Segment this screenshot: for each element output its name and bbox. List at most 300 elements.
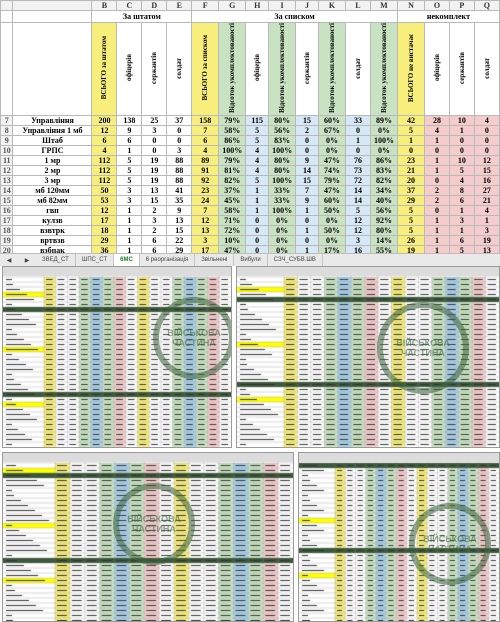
data-cell[interactable]: 37 [397, 185, 424, 195]
data-cell[interactable]: 0 [474, 145, 499, 155]
data-cell[interactable]: 0 [167, 135, 192, 145]
data-cell[interactable]: 13 [474, 245, 499, 253]
data-cell[interactable]: 0 [296, 135, 319, 145]
data-cell[interactable]: 19 [142, 175, 167, 185]
data-cell[interactable]: 158 [192, 115, 219, 125]
unit-name-cell[interactable]: 1 мр [13, 155, 92, 165]
data-cell[interactable]: 1 [397, 135, 424, 145]
data-cell[interactable]: 6 [92, 135, 117, 145]
data-cell[interactable]: 112 [92, 175, 117, 185]
data-cell[interactable]: 0 [142, 145, 167, 155]
data-cell[interactable]: 12 [474, 155, 499, 165]
data-cell[interactable]: 5 [397, 125, 424, 135]
data-cell[interactable]: 10 [449, 155, 474, 165]
data-cell[interactable]: 1 [424, 165, 449, 175]
group-header-row [1, 11, 500, 23]
data-cell[interactable]: 100% [370, 135, 397, 145]
data-cell[interactable]: 23 [397, 155, 424, 165]
data-cell[interactable]: 6 [192, 135, 219, 145]
data-cell[interactable]: 1 [424, 155, 449, 165]
data-cell[interactable]: 1 [246, 185, 269, 195]
column-letter[interactable]: Q [474, 1, 499, 11]
data-cell[interactable]: 50% [318, 225, 345, 235]
data-cell[interactable]: 9 [296, 195, 319, 205]
data-cell[interactable]: 58% [219, 205, 246, 215]
data-cell[interactable]: 34% [370, 185, 397, 195]
unit-name-cell[interactable]: кулзв [13, 215, 92, 225]
data-cell[interactable]: 79% [219, 115, 246, 125]
column-letter[interactable]: I [269, 1, 296, 11]
data-cell[interactable]: 6 [142, 235, 167, 245]
row-number[interactable]: 18 [1, 225, 13, 235]
data-cell[interactable]: 37% [219, 185, 246, 195]
data-cell[interactable]: 4 [246, 165, 269, 175]
data-cell[interactable]: 74% [318, 165, 345, 175]
data-cell[interactable]: 29 [167, 245, 192, 253]
data-cell[interactable]: 4 [424, 125, 449, 135]
tab-dismissed[interactable]: Звільнені [195, 254, 234, 266]
data-cell[interactable]: 4 [246, 155, 269, 165]
tab-szch[interactable]: СЗЧ_СУБВ.ШВ [268, 254, 323, 266]
data-cell[interactable]: 1 [296, 205, 319, 215]
row-number[interactable]: 16 [1, 205, 13, 215]
row-number[interactable]: 14 [1, 185, 13, 195]
data-cell[interactable]: 73 [346, 165, 371, 175]
data-cell[interactable]: 80% [269, 165, 296, 175]
data-cell[interactable]: 4 [192, 145, 219, 155]
tab-scroll-right-icon[interactable]: ▶ [24, 257, 30, 264]
data-cell[interactable]: 5 [397, 205, 424, 215]
data-cell[interactable]: 33% [269, 185, 296, 195]
tab-departed[interactable]: Вибули [234, 254, 267, 266]
data-cell[interactable]: 15 [142, 195, 167, 205]
data-cell[interactable]: 0 [449, 135, 474, 145]
data-cell[interactable]: 1 [424, 215, 449, 225]
data-cell[interactable]: 86% [370, 155, 397, 165]
unit-name-cell[interactable]: взбпак [13, 245, 92, 253]
data-cell[interactable]: 50 [92, 185, 117, 195]
column-letter[interactable]: O [424, 1, 449, 11]
row-number[interactable]: 9 [1, 135, 13, 145]
data-cell[interactable]: 0 [424, 205, 449, 215]
data-cell[interactable]: 13 [142, 185, 167, 195]
row-number[interactable]: 20 [1, 245, 13, 253]
row-number[interactable]: 10 [1, 145, 13, 155]
column-letter[interactable]: L [346, 1, 371, 11]
data-cell[interactable]: 1 [117, 245, 142, 253]
data-cell[interactable]: 112 [92, 165, 117, 175]
data-cell[interactable]: 88 [167, 175, 192, 185]
data-cell[interactable]: 9 [167, 205, 192, 215]
data-cell[interactable]: 14 [346, 185, 371, 195]
data-cell[interactable]: 7 [192, 205, 219, 215]
data-cell[interactable]: 14% [370, 235, 397, 245]
data-cell[interactable]: 0% [269, 215, 296, 225]
vertical-header [474, 23, 499, 116]
data-cell[interactable]: 1 [424, 235, 449, 245]
tab-scroll-left-icon[interactable]: ◀ [6, 257, 12, 264]
data-cell[interactable]: 0% [318, 215, 345, 225]
data-cell[interactable]: 115 [246, 115, 269, 125]
data-cell[interactable]: 67% [318, 125, 345, 135]
data-cell[interactable]: 0 [424, 145, 449, 155]
data-cell[interactable]: 0 [296, 215, 319, 225]
vertical-header-label: сержантів [303, 51, 312, 84]
data-cell[interactable]: 7 [192, 125, 219, 135]
data-cell[interactable]: 60% [318, 195, 345, 205]
data-cell[interactable]: 23 [192, 185, 219, 195]
data-cell[interactable]: 4 [474, 115, 499, 125]
vertical-header-label: солдат [175, 57, 184, 79]
data-cell[interactable]: 88 [167, 165, 192, 175]
data-cell[interactable]: 83% [370, 165, 397, 175]
vertical-header-label: офіцерів [432, 54, 441, 82]
data-cell[interactable]: 0 [246, 215, 269, 225]
data-cell[interactable]: 10% [219, 235, 246, 245]
data-cell[interactable]: 0% [318, 235, 345, 245]
data-cell[interactable]: 19 [397, 245, 424, 253]
data-cell[interactable]: 21 [474, 195, 499, 205]
unit-name-cell[interactable]: Управління [13, 115, 92, 125]
row-number[interactable]: 19 [1, 235, 13, 245]
column-letter[interactable]: E [167, 1, 192, 11]
data-cell[interactable]: 112 [92, 155, 117, 165]
data-cell[interactable]: 0 [346, 125, 371, 135]
tab-zved-st[interactable]: ЗВЕД_СТ [36, 254, 76, 266]
data-cell[interactable]: 12 [346, 225, 371, 235]
data-cell[interactable]: 29 [92, 235, 117, 245]
data-cell[interactable]: 0 [449, 145, 474, 155]
data-cell[interactable]: 1 [117, 235, 142, 245]
data-cell[interactable]: 5 [449, 165, 474, 175]
data-cell[interactable]: 76 [346, 155, 371, 165]
table-row [1, 235, 500, 245]
table-row [1, 165, 500, 175]
row-number[interactable]: 7 [1, 115, 13, 125]
data-cell[interactable]: 5 [397, 215, 424, 225]
data-cell[interactable]: 27 [474, 185, 499, 195]
unit-name-cell[interactable]: 3 мр [13, 175, 92, 185]
data-cell[interactable]: 0 [424, 175, 449, 185]
data-cell[interactable]: 5 [246, 175, 269, 185]
column-letter[interactable]: M [370, 1, 397, 11]
data-cell[interactable]: 79% [219, 155, 246, 165]
data-cell[interactable]: 5 [246, 125, 269, 135]
data-cell[interactable]: 200 [92, 115, 117, 125]
vertical-header [370, 23, 397, 116]
data-cell[interactable]: 5 [346, 205, 371, 215]
tab-6ms[interactable]: 6МС [114, 254, 140, 266]
data-cell[interactable]: 92% [370, 215, 397, 225]
data-cell[interactable]: 91 [192, 165, 219, 175]
row-number[interactable]: 12 [1, 165, 13, 175]
data-cell[interactable]: 80% [269, 155, 296, 165]
data-cell[interactable]: 2 [296, 125, 319, 135]
vertical-header [219, 23, 246, 116]
data-cell[interactable]: 42 [397, 115, 424, 125]
data-cell[interactable]: 0 [346, 145, 371, 155]
data-cell[interactable]: 1 [117, 225, 142, 235]
data-cell[interactable]: 6 [142, 245, 167, 253]
unit-name-cell[interactable]: Управління 1 мб [13, 125, 92, 135]
unit-name-cell[interactable]: 2 мр [13, 165, 92, 175]
data-cell[interactable]: 0 [246, 235, 269, 245]
data-cell[interactable]: 2 [142, 225, 167, 235]
column-letter[interactable]: B [92, 1, 117, 11]
unit-name-cell[interactable]: ГРПС [13, 145, 92, 155]
data-cell[interactable]: 3 [117, 195, 142, 205]
data-cell[interactable]: 26 [397, 235, 424, 245]
data-cell[interactable]: 5 [397, 225, 424, 235]
data-cell[interactable]: 12 [92, 125, 117, 135]
data-cell[interactable]: 0% [269, 235, 296, 245]
table-row [1, 145, 500, 155]
data-cell[interactable]: 0% [318, 145, 345, 155]
tab-shps-st[interactable]: ШПС_СТ [76, 254, 114, 266]
data-cell[interactable]: 60% [318, 115, 345, 125]
column-letter[interactable]: H [246, 1, 269, 11]
data-cell[interactable]: 4 [474, 205, 499, 215]
data-cell[interactable]: 41 [167, 185, 192, 195]
table-row [1, 225, 500, 235]
sheet-tabs-bar [0, 253, 500, 266]
unit-name-cell[interactable]: вртвзв [13, 235, 92, 245]
data-cell[interactable]: 33 [346, 115, 371, 125]
data-cell[interactable]: 92 [192, 175, 219, 185]
data-cell[interactable]: 3 [449, 215, 474, 225]
data-cell[interactable]: 1 [296, 225, 319, 235]
table-row [1, 185, 500, 195]
data-cell[interactable]: 15 [296, 115, 319, 125]
data-cell[interactable]: 15 [474, 165, 499, 175]
data-cell[interactable]: 1 [449, 125, 474, 135]
data-cell[interactable]: 47% [318, 155, 345, 165]
data-cell[interactable]: 56% [370, 205, 397, 215]
data-cell[interactable]: 22 [167, 235, 192, 245]
data-cell[interactable]: 7 [296, 185, 319, 195]
data-cell[interactable]: 9 [117, 125, 142, 135]
data-cell[interactable]: 14 [296, 165, 319, 175]
data-cell[interactable]: 2 [424, 185, 449, 195]
data-cell[interactable]: 50% [318, 205, 345, 215]
data-cell[interactable]: 71% [219, 215, 246, 225]
row-number[interactable]: 8 [1, 125, 13, 135]
data-cell[interactable]: 9 [296, 155, 319, 165]
data-cell[interactable]: 1 [424, 135, 449, 145]
data-cell[interactable]: 0 [296, 145, 319, 155]
data-cell[interactable]: 0% [370, 145, 397, 155]
table-row [1, 115, 500, 125]
data-cell[interactable]: 2 [424, 195, 449, 205]
row-number[interactable]: 11 [1, 155, 13, 165]
data-cell[interactable]: 1 [296, 245, 319, 253]
data-cell[interactable]: 16 [346, 245, 371, 253]
data-cell[interactable]: 79% [318, 175, 345, 185]
data-cell[interactable]: 12 [346, 215, 371, 225]
table-row [1, 155, 500, 165]
data-cell[interactable]: 15 [296, 175, 319, 185]
data-cell[interactable]: 3 [142, 125, 167, 135]
vertical-header-label: Відсоток укомплектованості [228, 23, 237, 113]
data-cell[interactable]: 1 [474, 215, 499, 225]
data-cell[interactable]: 1 [449, 225, 474, 235]
data-cell[interactable]: 82% [370, 175, 397, 185]
data-cell[interactable]: 0 [296, 235, 319, 245]
tab-reorganization[interactable]: 6 реорганізація [140, 254, 196, 266]
data-cell[interactable]: 1 [424, 245, 449, 253]
data-cell[interactable]: 20 [397, 175, 424, 185]
data-cell[interactable]: 45% [219, 195, 246, 205]
data-cell[interactable]: 3 [117, 185, 142, 195]
data-cell[interactable]: 19 [474, 235, 499, 245]
data-cell[interactable]: 13 [167, 215, 192, 225]
data-cell[interactable]: 72 [346, 175, 371, 185]
data-cell[interactable]: 89 [192, 155, 219, 165]
data-cell[interactable]: 6 [449, 235, 474, 245]
data-cell[interactable]: 47% [318, 185, 345, 195]
data-cell[interactable]: 8 [449, 185, 474, 195]
data-cell[interactable]: 0 [246, 245, 269, 253]
data-cell[interactable]: 0% [269, 225, 296, 235]
data-cell[interactable]: 25 [142, 115, 167, 125]
data-cell[interactable]: 88 [167, 155, 192, 165]
data-cell[interactable]: 86% [219, 135, 246, 145]
column-letter[interactable]: G [219, 1, 246, 11]
data-cell[interactable]: 0 [474, 135, 499, 145]
data-cell[interactable]: 5 [246, 135, 269, 145]
unit-name-cell[interactable]: Штаб [13, 135, 92, 145]
data-cell[interactable]: 29 [397, 195, 424, 205]
column-letter[interactable]: N [397, 1, 424, 11]
column-letter[interactable]: P [449, 1, 474, 11]
data-cell[interactable]: 24 [192, 195, 219, 205]
data-cell[interactable]: 56% [269, 125, 296, 135]
data-cell[interactable]: 1 [346, 135, 371, 145]
data-cell[interactable]: 3 [474, 225, 499, 235]
data-cell[interactable]: 47% [219, 245, 246, 253]
column-letter[interactable]: J [296, 1, 319, 11]
row-number[interactable]: 17 [1, 215, 13, 225]
data-cell[interactable]: 3 [346, 235, 371, 245]
data-cell[interactable]: 19 [142, 165, 167, 175]
unit-name-cell[interactable]: взвтрк [13, 225, 92, 235]
data-cell[interactable]: 1 [117, 145, 142, 155]
data-cell[interactable]: 3 [192, 235, 219, 245]
data-cell[interactable]: 100% [269, 145, 296, 155]
column-letter[interactable]: D [142, 1, 167, 11]
data-cell[interactable]: 4 [246, 145, 269, 155]
data-cell[interactable]: 138 [117, 115, 142, 125]
data-cell[interactable]: 1 [449, 205, 474, 215]
unit-name-cell[interactable]: мб 82мм [13, 195, 92, 205]
column-letter[interactable]: K [318, 1, 345, 11]
table-row [1, 245, 500, 253]
unit-name-cell[interactable]: мб 120мм [13, 185, 92, 195]
data-cell[interactable]: 0% [318, 135, 345, 145]
data-cell[interactable]: 1 [117, 205, 142, 215]
data-cell[interactable]: 100% [219, 145, 246, 155]
data-cell[interactable]: 0 [167, 125, 192, 135]
row-number[interactable]: 13 [1, 175, 13, 185]
vertical-header-label: ВСЬОГО за штатом [100, 36, 109, 100]
data-cell[interactable]: 21 [397, 165, 424, 175]
data-cell[interactable]: 0 [474, 125, 499, 135]
data-cell[interactable]: 82% [219, 175, 246, 185]
data-cell[interactable]: 53 [92, 195, 117, 205]
data-cell[interactable]: 1 [246, 205, 269, 215]
watermark-emblem: ВІЙСЬКОВА ЧАСТИНА [113, 483, 195, 565]
data-cell[interactable]: 6 [449, 195, 474, 205]
data-cell[interactable]: 40% [370, 195, 397, 205]
unit-name-cell[interactable]: гвп [13, 205, 92, 215]
data-cell[interactable]: 2 [142, 205, 167, 215]
data-cell[interactable]: 0% [269, 245, 296, 253]
data-cell[interactable]: 80% [370, 225, 397, 235]
data-cell[interactable]: 0% [370, 125, 397, 135]
vertical-header-label: Відсоток укомплектованості [379, 23, 388, 113]
data-cell[interactable]: 5 [117, 165, 142, 175]
data-cell[interactable]: 1 [424, 225, 449, 235]
data-cell[interactable]: 100% [269, 175, 296, 185]
data-cell[interactable]: 17 [92, 215, 117, 225]
column-letter[interactable]: C [117, 1, 142, 11]
data-cell[interactable]: 16 [474, 175, 499, 185]
data-cell[interactable]: 72% [219, 225, 246, 235]
data-cell[interactable]: 19 [142, 155, 167, 165]
data-cell[interactable]: 36 [92, 245, 117, 253]
data-cell[interactable]: 6 [117, 135, 142, 145]
data-cell[interactable]: 4 [92, 145, 117, 155]
data-cell[interactable]: 37 [167, 115, 192, 125]
vertical-header [142, 23, 167, 116]
data-cell[interactable]: 3 [167, 145, 192, 155]
data-cell[interactable]: 5 [117, 175, 142, 185]
data-cell[interactable]: 1 [246, 195, 269, 205]
data-cell[interactable]: 83% [269, 135, 296, 145]
table-row [1, 135, 500, 145]
data-cell[interactable]: 0 [246, 225, 269, 235]
data-cell[interactable]: 17 [192, 245, 219, 253]
data-cell[interactable]: 28 [424, 115, 449, 125]
data-cell[interactable]: 89% [370, 115, 397, 125]
data-cell[interactable]: 100% [269, 205, 296, 215]
data-cell[interactable]: 4 [449, 175, 474, 185]
data-cell[interactable]: 5 [449, 245, 474, 253]
data-cell[interactable]: 33% [269, 195, 296, 205]
data-cell[interactable]: 58% [219, 125, 246, 135]
data-cell[interactable]: 0 [142, 135, 167, 145]
data-cell[interactable]: 1 [117, 215, 142, 225]
data-cell[interactable]: 55% [370, 245, 397, 253]
data-cell[interactable]: 12 [92, 205, 117, 215]
data-cell[interactable]: 14 [346, 195, 371, 205]
data-cell[interactable]: 15 [167, 225, 192, 235]
data-cell[interactable]: 17% [318, 245, 345, 253]
data-cell[interactable]: 12 [192, 215, 219, 225]
vertical-header [346, 23, 371, 116]
data-cell[interactable]: 3 [142, 215, 167, 225]
data-cell[interactable]: 5 [117, 155, 142, 165]
data-cell[interactable]: 10 [449, 115, 474, 125]
data-cell[interactable]: 80% [269, 115, 296, 125]
data-cell[interactable]: 35 [167, 195, 192, 205]
column-letter[interactable]: F [192, 1, 219, 11]
data-cell[interactable]: 0 [397, 145, 424, 155]
data-cell[interactable]: 18 [92, 225, 117, 235]
data-cell[interactable]: 81% [219, 165, 246, 175]
row-number[interactable]: 15 [1, 195, 13, 205]
data-cell[interactable]: 13 [192, 225, 219, 235]
